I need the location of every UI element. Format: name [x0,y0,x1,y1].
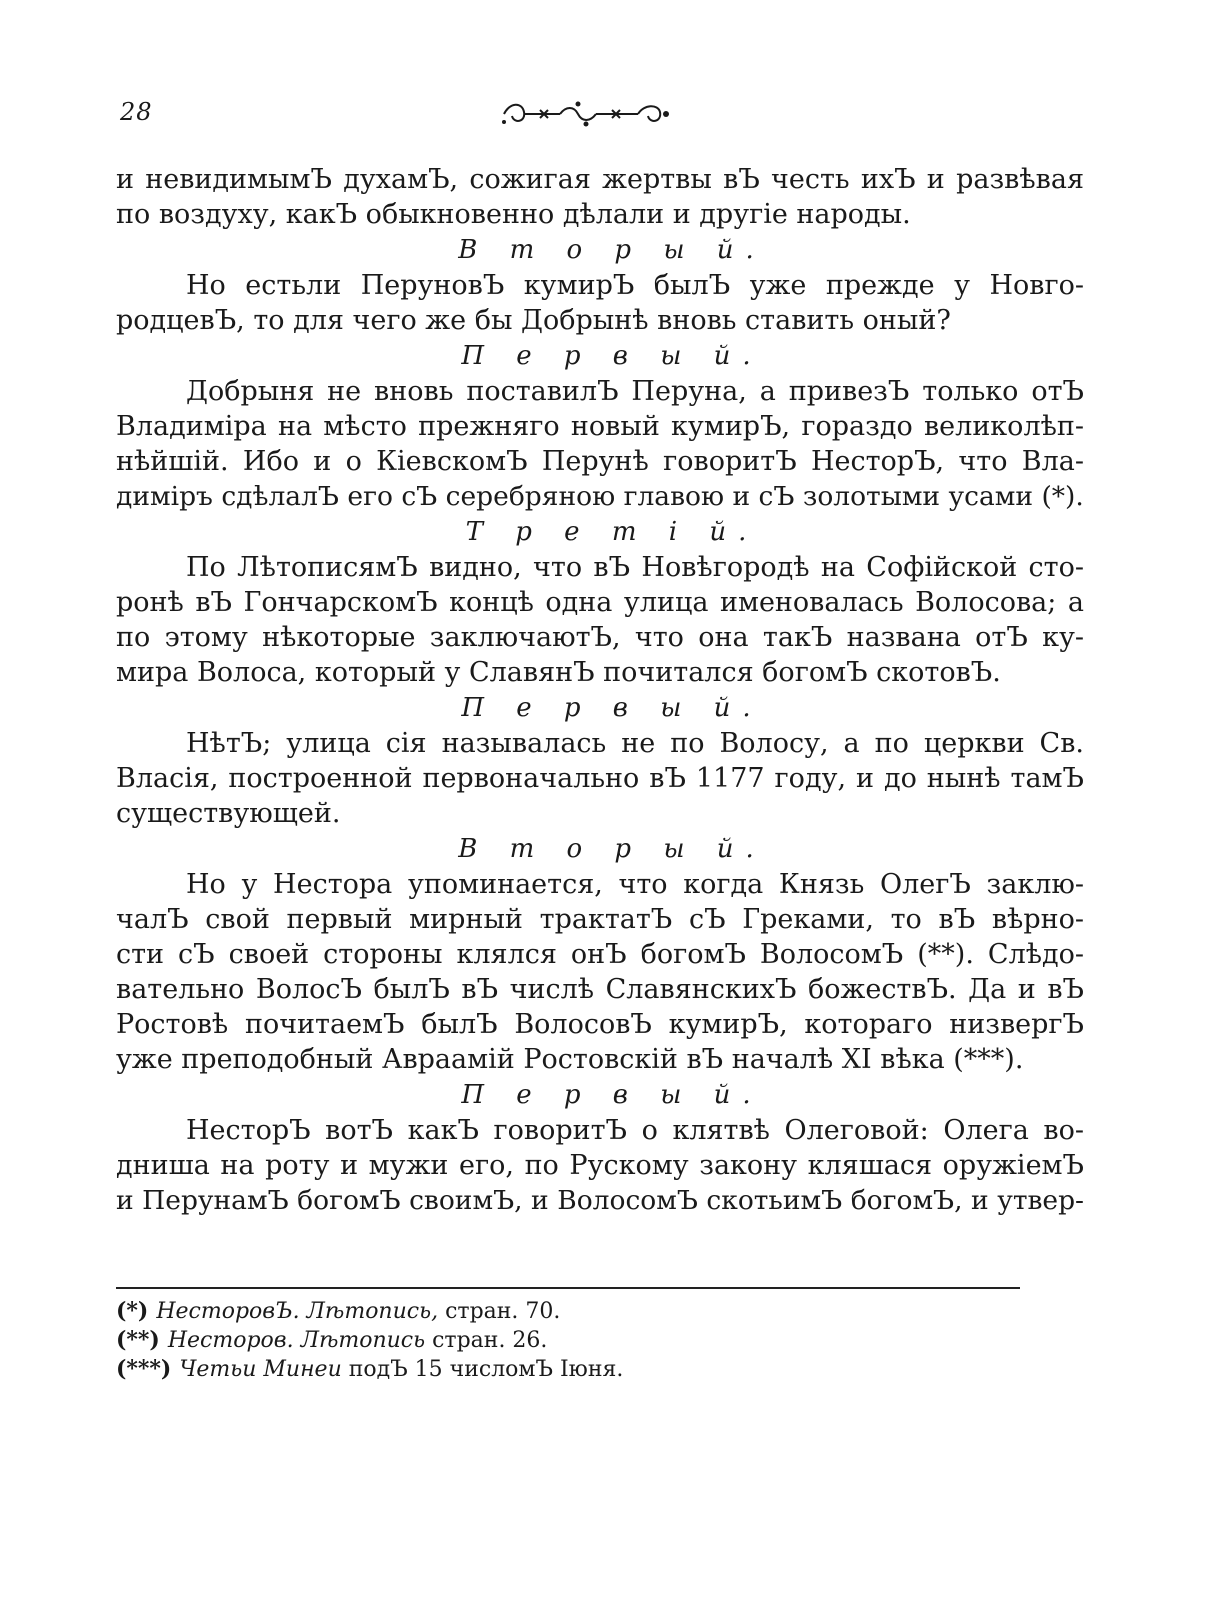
footnote-rule [116,1287,1020,1289]
footnote-source: Четьи Минеи [179,1357,342,1382]
footnote [116,1297,1016,1326]
text-line: Но естьли ПеруновЪ кумирЪ былЪ уже прежде у Новго- [186,270,1084,301]
text-line: по воздуху, какЪ обыкновенно дѣлали и другіе народы. [116,199,911,230]
footnote-reference: подЪ 15 числомЪ Іюня. [348,1357,624,1382]
speaker-heading: П е р в ы й. [461,341,763,371]
text-line: сти сЪ своей стороны клялся онЪ богомЪ ВолосомЪ (**). Слѣдо- [116,939,1084,970]
footnote-reference: стран. 26. [432,1328,548,1353]
footnote-mark: (*) [116,1298,149,1324]
speaker-heading: В т о р ы й. [458,834,766,864]
text-line: существующей. [116,798,341,829]
footnote-mark: (**) [116,1327,160,1353]
text-line: дниша на роту и мужи его, по Рускому закону кляшася оружіемЪ [116,1150,1084,1181]
text-line: родцевЪ, то для чего же бы Добрынѣ вновь ставить оный? [116,305,951,336]
text-line: Владиміра на мѣсто прежняго новый кумирЪ, гораздо великолѣп- [116,411,1084,442]
text-line: чалЪ свой первый мирный трактатЪ сЪ Греками, то вЪ вѣрно- [116,904,1084,935]
text-line: уже преподобный Авраамій Ростовскій вЪ началѣ XI вѣка (***). [116,1044,1024,1075]
footnote-source: НесторовЪ. Лѣтопись, [156,1299,439,1324]
text-line: мира Волоса, который у СлавянЪ почитался богомЪ скотовЪ. [116,657,1001,688]
footnotes [116,1297,1016,1384]
footnote-source: Несторов. Лѣтопись [167,1328,426,1353]
speaker-heading: В т о р ы й. [458,235,766,265]
footnote [116,1326,1016,1355]
speaker-heading: П е р в ы й. [461,1080,763,1110]
footnote-mark: (***) [116,1356,172,1382]
footnote [116,1355,1016,1384]
text-line: Но у Нестора упоминается, что когда Князь ОлегЪ заклю- [186,869,1084,900]
text-line: Ростовѣ почитаемЪ былЪ ВолосовЪ кумирЪ, котораго низвергЪ [116,1009,1084,1040]
text-line: ронѣ вЪ ГончарскомЪ концѣ одна улица именовалась Волосова; а [116,587,1084,618]
text-line: Добрыня не вновь поставилЪ Перуна, а привезЪ только отЪ [186,376,1084,407]
speaker-heading: Т р е т і й. [465,517,759,547]
main-text [116,162,1084,1218]
text-line: вательно ВолосЪ былЪ вЪ числѣ СлавянскихЪ божествЪ. Да и вЪ [116,974,1084,1005]
text-line: диміръ сдѣлалЪ его сЪ серебряною главою и сЪ золотыми усами (*). [116,481,1084,512]
text-line: по этому нѣкоторые заключаютЪ, что она такЪ названа отЪ ку- [116,622,1084,653]
text-line: По ЛѣтописямЪ видно, что вЪ Новѣгородѣ на Софійской сто- [186,552,1084,583]
text-line: Власія, построенной первоначально вЪ 1177 году, и до нынѣ тамЪ [116,763,1084,794]
text-line: нѣйшій. Ибо и о КіевскомЪ Перунѣ говоритЪ НесторЪ, что Вла- [116,446,1084,477]
text-line: НѣтЪ; улица сія называлась не по Волосу, а по церкви Св. [186,728,1084,759]
headpiece-ornament-icon [500,96,672,132]
text-line: и невидимымЪ духамЪ, сожигая жертвы вЪ честь ихЪ и развѣвая [116,164,1084,195]
page-number: 28 [120,98,153,126]
footnote-reference: стран. 70. [445,1299,561,1324]
speaker-heading: П е р в ы й. [461,693,763,723]
text-line: НесторЪ вотЪ какЪ говоритЪ о клятвѣ Олеговой: Олега во- [186,1115,1084,1146]
text-line: и ПерунамЪ богомЪ своимЪ, и ВолосомЪ скотьимЪ богомЪ, и утвер- [116,1185,1084,1216]
